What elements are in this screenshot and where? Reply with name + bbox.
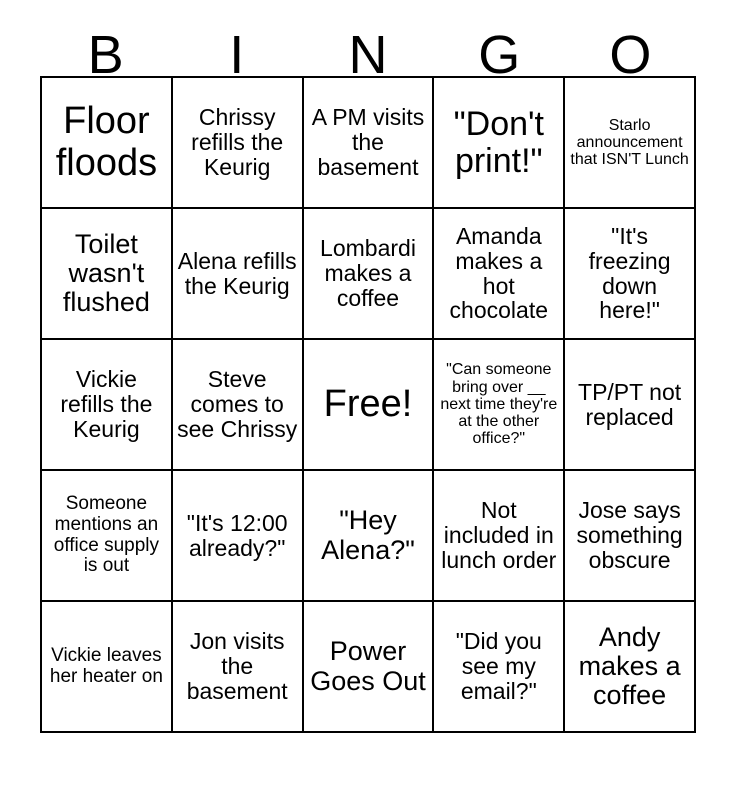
bingo-cell-text: Vickie leaves her heater on xyxy=(49,644,163,687)
bingo-cell-text: Not included in lunch order xyxy=(441,497,557,573)
bingo-cell-text: Power Goes Out xyxy=(310,636,426,696)
bingo-cell[interactable] xyxy=(173,602,304,733)
bingo-cell[interactable] xyxy=(42,602,173,733)
bingo-cell[interactable] xyxy=(42,78,173,209)
bingo-cell[interactable] xyxy=(565,602,696,733)
bingo-cell-text: "Can someone bring over __ next time they're at the other office?" xyxy=(440,361,558,448)
bingo-cell[interactable] xyxy=(434,471,565,602)
bingo-cell-text: "Don't print!" xyxy=(453,104,544,180)
bingo-cell-text: Andy makes a coffee xyxy=(578,621,681,711)
bingo-cell[interactable] xyxy=(565,471,696,602)
bingo-cell-text: Someone mentions an office supply is out xyxy=(53,493,160,577)
bingo-cell-text: Chrissy refills the Keurig xyxy=(191,104,284,180)
bingo-cell-text: Steve comes to see Chrissy xyxy=(177,366,298,442)
bingo-cell[interactable] xyxy=(304,78,435,209)
bingo-cell-text: "It's freezing down here!" xyxy=(588,222,671,324)
bingo-cell-text: Floor floods xyxy=(55,100,158,184)
bingo-cell[interactable] xyxy=(565,78,696,209)
bingo-cell-text: Lombardi makes a coffee xyxy=(320,235,416,311)
bingo-cell-text: Starlo announcement that ISN'T Lunch xyxy=(570,116,689,169)
bingo-cell-text: Vickie refills the Keurig xyxy=(60,366,153,442)
bingo-cell-text: Alena refills the Keurig xyxy=(177,247,297,299)
bingo-cell-text: "Did you see my email?" xyxy=(455,628,542,704)
bingo-cell[interactable] xyxy=(434,209,565,340)
bingo-grid xyxy=(40,76,696,733)
bingo-cell[interactable] xyxy=(42,340,173,471)
bingo-cell-text: "Hey Alena?" xyxy=(321,505,415,565)
bingo-cell[interactable] xyxy=(42,471,173,602)
bingo-cell-text: Amanda makes a hot chocolate xyxy=(449,222,549,324)
bingo-cell-text: Jose says something obscure xyxy=(576,497,683,573)
bingo-cell[interactable] xyxy=(565,209,696,340)
header-letter-i: I xyxy=(229,25,245,85)
bingo-cell[interactable] xyxy=(173,340,304,471)
bingo-cell[interactable] xyxy=(434,78,565,209)
bingo-cell[interactable] xyxy=(173,78,304,209)
bingo-cell-text: A PM visits the basement xyxy=(311,104,425,180)
bingo-cell[interactable] xyxy=(565,340,696,471)
bingo-cell[interactable] xyxy=(304,471,435,602)
bingo-cell[interactable] xyxy=(304,602,435,733)
bingo-cell[interactable] xyxy=(42,209,173,340)
header-letter-b: B xyxy=(87,25,124,85)
bingo-cell[interactable] xyxy=(434,340,565,471)
bingo-cell[interactable] xyxy=(434,602,565,733)
header-letter-o: O xyxy=(609,25,652,85)
bingo-cell-text: "It's 12:00 already?" xyxy=(186,509,288,561)
bingo-cell-text: Jon visits the basement xyxy=(186,628,288,704)
header-letter-g: G xyxy=(478,25,521,85)
bingo-cell[interactable] xyxy=(173,209,304,340)
bingo-cell[interactable] xyxy=(304,209,435,340)
bingo-cell-text: TP/PT not replaced xyxy=(578,378,682,430)
bingo-cell-text: Free! xyxy=(323,382,413,425)
bingo-cell-text: Toilet wasn't flushed xyxy=(62,228,150,318)
bingo-cell[interactable] xyxy=(173,471,304,602)
header-letter-n: N xyxy=(348,25,388,85)
bingo-header xyxy=(40,0,696,85)
bingo-cell-free[interactable] xyxy=(304,340,435,471)
